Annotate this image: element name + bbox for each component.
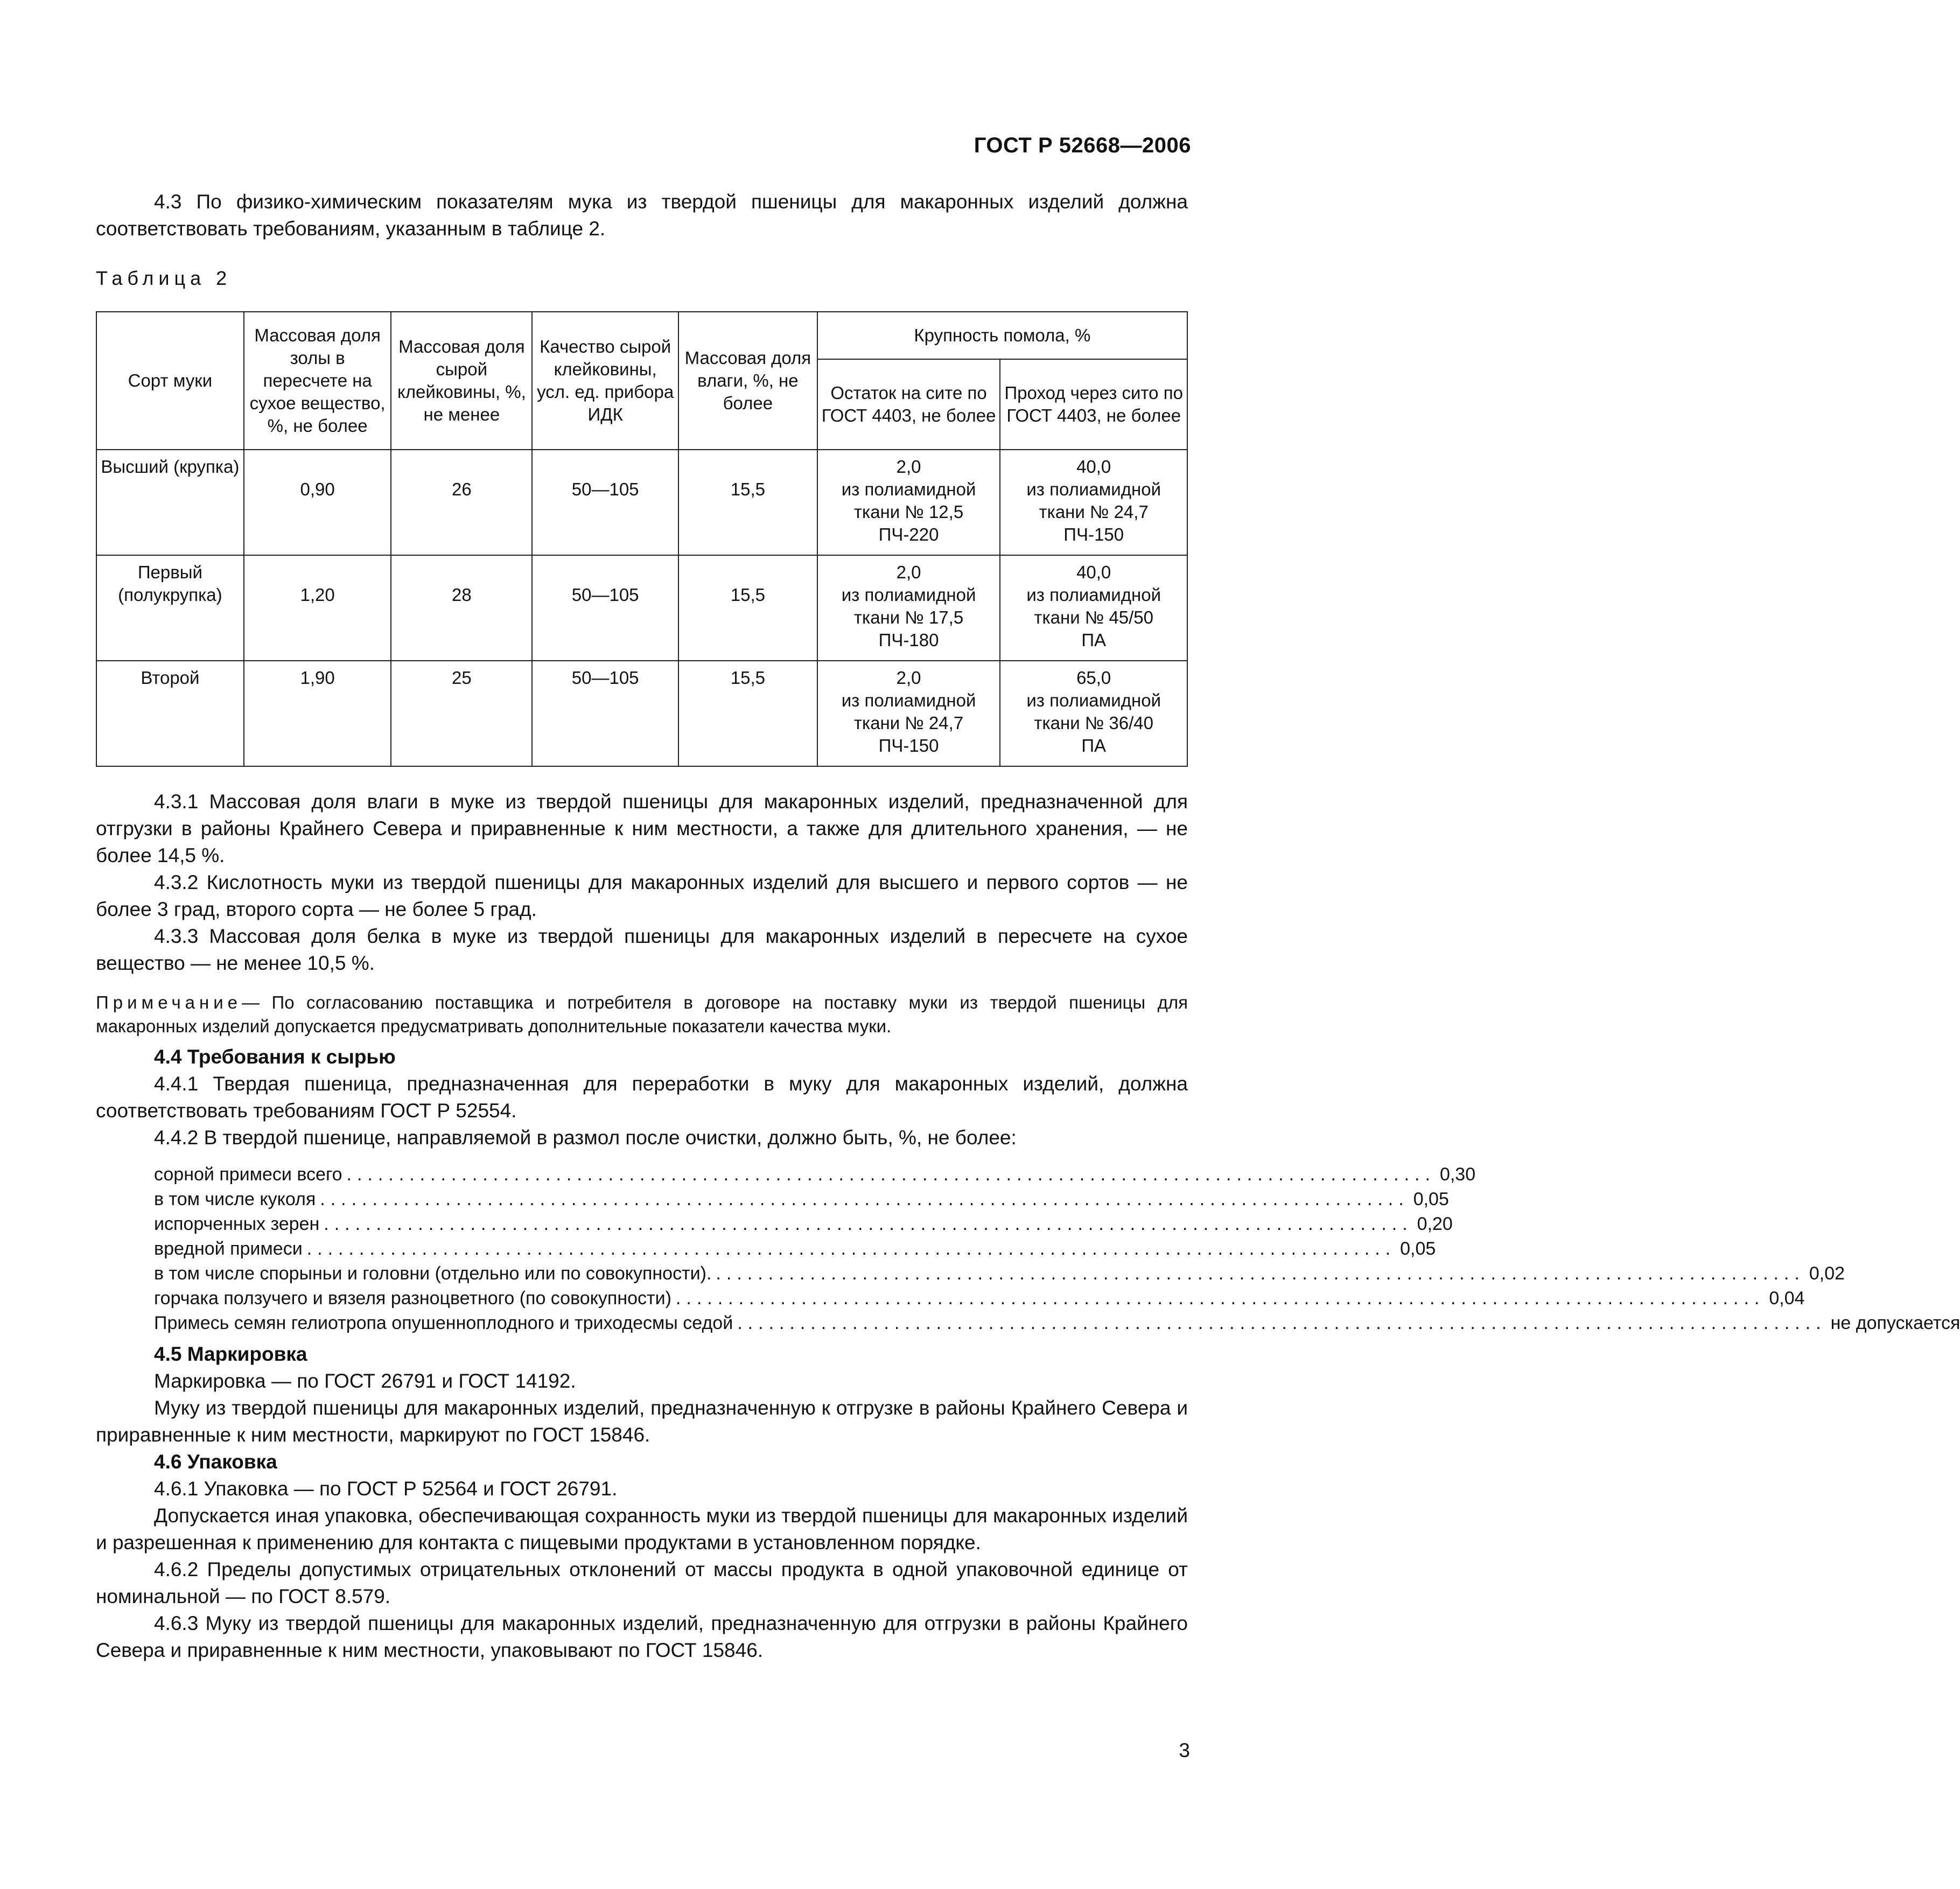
para-4-3-1: 4.3.1 Массовая доля влаги в муке из твердой пшеницы для макаронных изделий, предназначенной для отгрузки в районы Крайнего Севера и приравненные к ним местности, а также для длительного хранения, — не более 14,5 %. bbox=[96, 790, 1188, 866]
standard-header: ГОСТ Р 52668—2006 bbox=[974, 134, 1191, 157]
cell-gluten: 25 bbox=[391, 661, 532, 766]
impurity-name: в том числе спорыньи и головни (отдельно или по совокупности). bbox=[154, 1263, 712, 1284]
table-label: Таблица 2 bbox=[96, 267, 232, 289]
cell-pass-line: ткани № 36/40 bbox=[1034, 713, 1153, 733]
cell-rest-line: ПЧ-180 bbox=[878, 630, 939, 650]
page-number: 3 bbox=[1179, 1739, 1190, 1761]
cell-rest-line: 2,0 bbox=[896, 668, 921, 688]
cell-sort: Второй bbox=[96, 661, 244, 766]
table-row bbox=[96, 450, 1187, 555]
cell-pass bbox=[1000, 661, 1187, 766]
impurity-name: сорной примеси всего bbox=[154, 1164, 342, 1185]
dot-leader: ........................................................................................................ bbox=[675, 1288, 1765, 1309]
list-item bbox=[154, 1236, 1436, 1261]
cell-gluten: 28 bbox=[391, 555, 532, 661]
dot-leader: ........................................................................................................ bbox=[324, 1214, 1413, 1234]
cell-rest-line: ПЧ-220 bbox=[878, 524, 939, 544]
list-item bbox=[154, 1212, 1453, 1236]
cell-pass-line: ткани № 24,7 bbox=[1039, 502, 1149, 522]
cell-pass bbox=[1000, 555, 1187, 661]
cell-rest-line: ткани № 17,5 bbox=[853, 607, 964, 627]
cell-quality: 50—105 bbox=[532, 555, 678, 661]
dot-leader: ........................................................................................................ bbox=[320, 1189, 1409, 1209]
cell-moisture: 15,5 bbox=[678, 450, 817, 555]
impurity-name: горчака ползучего и вязеля разноцветного (по совокупности) bbox=[154, 1288, 671, 1309]
cell-pass-line: из полиамидной bbox=[1026, 690, 1161, 710]
cell-pass-line: ткани № 45/50 bbox=[1034, 607, 1153, 627]
impurity-name: испорченных зерен bbox=[154, 1214, 320, 1234]
col-header-gluten: Массовая доля сырой клейковины, %, не менее bbox=[391, 312, 532, 450]
col-header-moisture: Массовая доля влаги, %, не более bbox=[678, 312, 817, 450]
impurity-value: 0,05 bbox=[1413, 1189, 1449, 1209]
list-item bbox=[154, 1286, 1805, 1311]
list-item bbox=[154, 1162, 1476, 1187]
cell-rest-line: 2,0 bbox=[896, 457, 921, 477]
cell-pass-line: из полиамидной bbox=[1026, 585, 1161, 605]
para-4-4-1: 4.4.1 Твердая пшеница, предназначенная для переработки в муку для макаронных изделий, должна соответствовать требованиям ГОСТ Р 52554. bbox=[96, 1073, 1188, 1122]
dot-leader: ........................................................................................................ bbox=[737, 1313, 1826, 1333]
cell-pass bbox=[1000, 450, 1187, 555]
col-header-quality: Качество сырой клейковины, усл. ед. прибора ИДК bbox=[532, 312, 678, 450]
cell-sort: Высший (крупка) bbox=[96, 450, 244, 555]
cell-pass-line: 65,0 bbox=[1076, 668, 1111, 688]
cell-ash: 1,90 bbox=[244, 661, 391, 766]
impurity-name: Примесь семян гелиотропа опушенноплодного и триходесмы седой bbox=[154, 1313, 733, 1333]
cell-pass-line: ПЧ-150 bbox=[1063, 524, 1124, 544]
cell-pass-line: из полиамидной bbox=[1026, 479, 1161, 499]
impurity-name: вредной примеси bbox=[154, 1239, 303, 1259]
col-header-rest: Остаток на сите по ГОСТ 4403, не более bbox=[817, 359, 1000, 450]
col-header-pass: Проход через сито по ГОСТ 4403, не более bbox=[1000, 359, 1187, 450]
cell-ash: 1,20 bbox=[244, 555, 391, 661]
cell-rest bbox=[817, 555, 1000, 661]
col-header-sort: Сорт муки bbox=[96, 312, 244, 450]
col-header-grind: Крупность помола, % bbox=[817, 312, 1187, 359]
para-4-6-1b: Допускается иная упаковка, обеспечивающая сохранность муки из твердой пшеницы для макаронных изделий и разрешенная к применению для контакта с пищевыми продуктами в установленном порядке. bbox=[96, 1505, 1188, 1554]
para-4-5-b: Муку из твердой пшеницы для макаронных изделий, предназначенную к отгрузке в районы Крайнего Севера и приравненные к ним местности, маркируют по ГОСТ 15846. bbox=[96, 1397, 1188, 1446]
cell-moisture: 15,5 bbox=[678, 555, 817, 661]
cell-ash: 0,90 bbox=[244, 450, 391, 555]
cell-rest-line: ПЧ-150 bbox=[878, 736, 939, 755]
cell-rest bbox=[817, 661, 1000, 766]
table-2 bbox=[96, 311, 1188, 767]
cell-gluten: 26 bbox=[391, 450, 532, 555]
cell-rest bbox=[817, 450, 1000, 555]
impurity-value: 0,05 bbox=[1400, 1239, 1436, 1259]
note-label: Примечание bbox=[96, 992, 242, 1012]
para-4-6-1: 4.6.1 Упаковка — по ГОСТ Р 52564 и ГОСТ 26791. bbox=[154, 1478, 618, 1500]
cell-quality: 50—105 bbox=[532, 661, 678, 766]
note-text: — По согласованию поставщика и потребителя в договоре на поставку муки из твердой пшеницы для макаронных изделий допускается предусматривать дополнительные показатели качества муки. bbox=[96, 992, 1188, 1036]
list-item bbox=[154, 1311, 1960, 1335]
cell-moisture: 15,5 bbox=[678, 661, 817, 766]
cell-quality: 50—105 bbox=[532, 450, 678, 555]
cell-rest-line: 2,0 bbox=[896, 562, 921, 582]
para-4-5-a: Маркировка — по ГОСТ 26791 и ГОСТ 14192. bbox=[154, 1370, 576, 1392]
para-4-3-3: 4.3.3 Массовая доля белка в муке из твердой пшеницы для макаронных изделий в пересчете на сухое вещество — не менее 10,5 %. bbox=[96, 925, 1188, 974]
impurity-value: 0,04 bbox=[1769, 1288, 1805, 1309]
cell-pass-line: ПА bbox=[1081, 630, 1107, 650]
para-4-6-2: 4.6.2 Пределы допустимых отрицательных отклонений от массы продукта в одной упаковочной единице от номинальной — по ГОСТ 8.579. bbox=[96, 1558, 1188, 1607]
table-row bbox=[96, 555, 1187, 661]
heading-4-4: 4.4 Требования к сырью bbox=[154, 1046, 396, 1068]
impurity-list bbox=[96, 1162, 1960, 1335]
dot-leader: ........................................................................................................ bbox=[306, 1239, 1396, 1259]
impurity-value: не допускается bbox=[1830, 1313, 1960, 1333]
heading-4-5: 4.5 Маркировка bbox=[154, 1343, 307, 1365]
cell-rest-line: ткани № 12,5 bbox=[853, 502, 964, 522]
para-4-4-2: 4.4.2 В твердой пшенице, направляемой в размол после очистки, должно быть, %, не более: bbox=[154, 1127, 1017, 1149]
dot-leader: ........................................................................................................ bbox=[346, 1164, 1436, 1185]
cell-pass-line: ПА bbox=[1081, 736, 1107, 755]
cell-rest-line: из полиамидной bbox=[841, 690, 976, 710]
table-row bbox=[96, 661, 1187, 766]
list-item bbox=[154, 1187, 1449, 1212]
para-4-3: 4.3 По физико-химическим показателям мука из твердой пшеницы для макаронных изделий должна соответствовать требованиям, указанным в таблице 2. bbox=[96, 191, 1188, 240]
cell-rest-line: из полиамидной bbox=[841, 585, 976, 605]
impurity-value: 0,20 bbox=[1417, 1214, 1453, 1234]
impurity-name: в том числе куколя bbox=[154, 1189, 316, 1209]
col-header-ash: Массовая доля золы в пересчете на сухое вещество, %, не более bbox=[244, 312, 391, 450]
cell-sort: Первый (полукрупка) bbox=[96, 555, 244, 661]
heading-4-6: 4.6 Упаковка bbox=[154, 1451, 277, 1473]
note bbox=[96, 991, 1188, 1038]
dot-leader: ........................................................................................................ bbox=[716, 1263, 1805, 1284]
para-4-6-3: 4.6.3 Муку из твердой пшеницы для макаронных изделий, предназначенную для отгрузки в районы Крайнего Севера и приравненные к ним местности, упаковывают по ГОСТ 15846. bbox=[96, 1612, 1188, 1661]
cell-pass-line: 40,0 bbox=[1076, 562, 1111, 582]
cell-pass-line: 40,0 bbox=[1076, 457, 1111, 477]
impurity-value: 0,02 bbox=[1809, 1263, 1845, 1284]
impurity-value: 0,30 bbox=[1439, 1164, 1476, 1185]
para-4-3-2: 4.3.2 Кислотность муки из твердой пшеницы для макаронных изделий для высшего и первого сортов — не более 3 град, второго сорта — не более 5 град. bbox=[96, 871, 1188, 920]
cell-rest-line: ткани № 24,7 bbox=[853, 713, 964, 733]
list-item bbox=[154, 1261, 1845, 1286]
page-content bbox=[96, 188, 1960, 1664]
cell-rest-line: из полиамидной bbox=[841, 479, 976, 499]
